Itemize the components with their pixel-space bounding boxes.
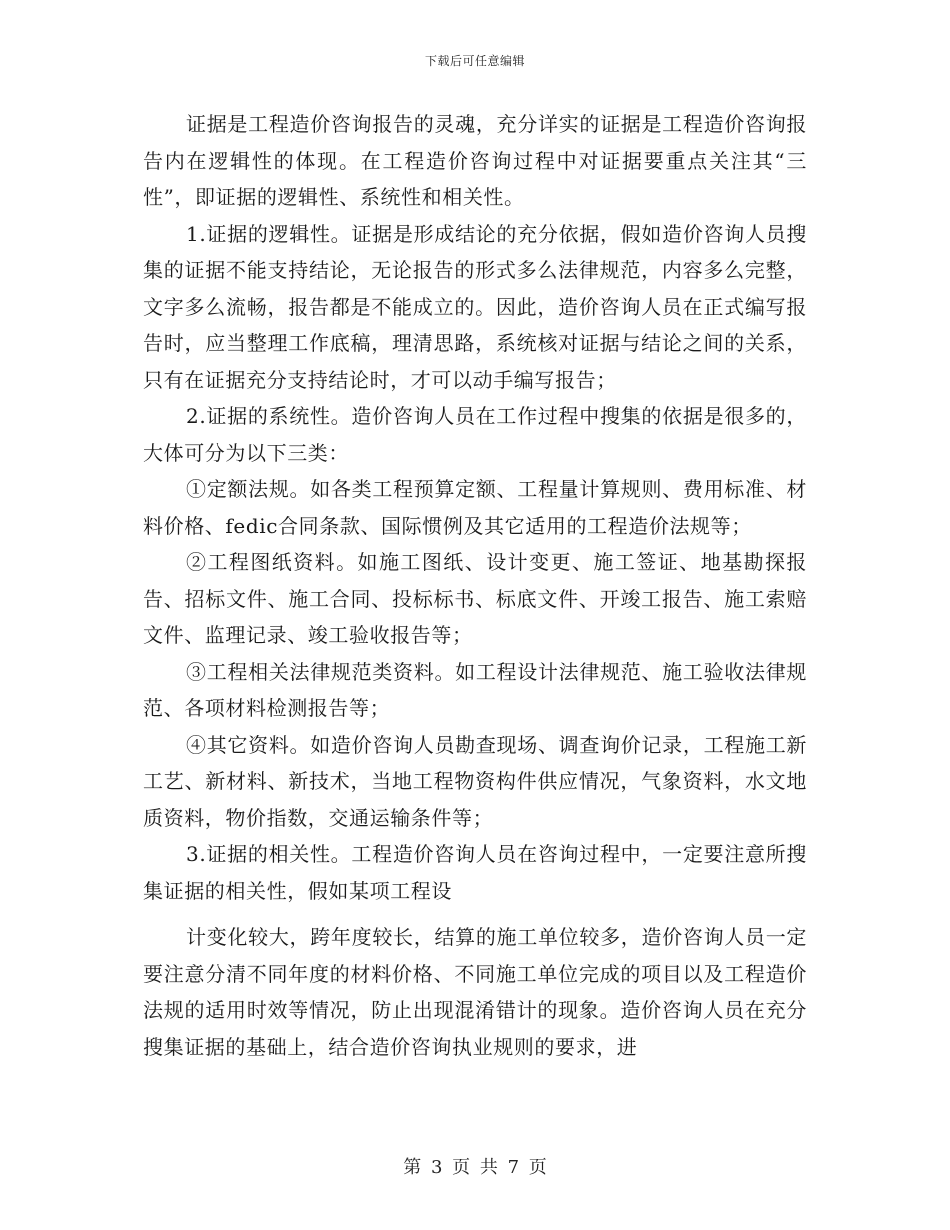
paragraph-continuation: 计变化较大，跨年度较长，结算的施工单位较多，造价咨询人员一定要注意分清不同年度的材料价格、不同施工单位完成的项目以及工程造价法规的适用时效等情况，防止出现混淆错计的现象。造价咨询人员在充分搜集证据的基础上，结合造价咨询执业规则的要求，进: [143, 925, 807, 1059]
paragraph-system: 2.证据的系统性。造价咨询人员在工作过程中搜集的依据是很多的，大体可分为以下三类：: [143, 404, 807, 465]
page-number: 第 3 页 共 7 页: [403, 1157, 547, 1178]
list-item-legal: ③工程相关法律规范类资料。如工程设计法律规范、施工验收法律规范、各项材料检测报告等；: [143, 659, 807, 720]
paragraph-logic: 1.证据的逻辑性。证据是形成结论的充分依据，假如造价咨询人员搜集的证据不能支持结论，无论报告的形式多么法律规范，内容多么完整，文字多么流畅，报告都是不能成立的。因此，造价咨询人员在正式编写报告时，应当整理工作底稿，理清思路，系统核对证据与结论之间的关系，只有在证据充分支持结论时，才可以动手编写报告；: [143, 221, 807, 392]
paragraph-intro: 证据是工程造价咨询报告的灵魂，充分详实的证据是工程造价咨询报告内在逻辑性的体现。在工程造价咨询过程中对证据要重点关注其“三性”，即证据的逻辑性、系统性和相关性。: [143, 112, 807, 209]
list-item-other: ④其它资料。如造价咨询人员勘查现场、调查询价记录，工程施工新工艺、新材料、新技术，当地工程物资构件供应情况，气象资料，水文地质资料，物价指数，交通运输条件等；: [143, 732, 807, 830]
paragraph-relevance: 3.证据的相关性。工程造价咨询人员在咨询过程中，一定要注意所搜集证据的相关性，假如某项工程设: [143, 842, 807, 903]
page-header-note: 下载后可任意编辑: [424, 54, 525, 68]
document-body: [143, 106, 807, 1065]
list-item-norms: ①定额法规。如各类工程预算定额、工程量计算规则、费用标准、材料价格、fedic合同条款、国际惯例及其它适用的工程造价法规等；: [143, 477, 807, 538]
list-item-drawings: ②工程图纸资料。如施工图纸、设计变更、施工签证、地基勘探报告、招标文件、施工合同、投标标书、标底文件、开竣工报告、施工索赔文件、监理记录、竣工验收报告等；: [143, 550, 807, 647]
